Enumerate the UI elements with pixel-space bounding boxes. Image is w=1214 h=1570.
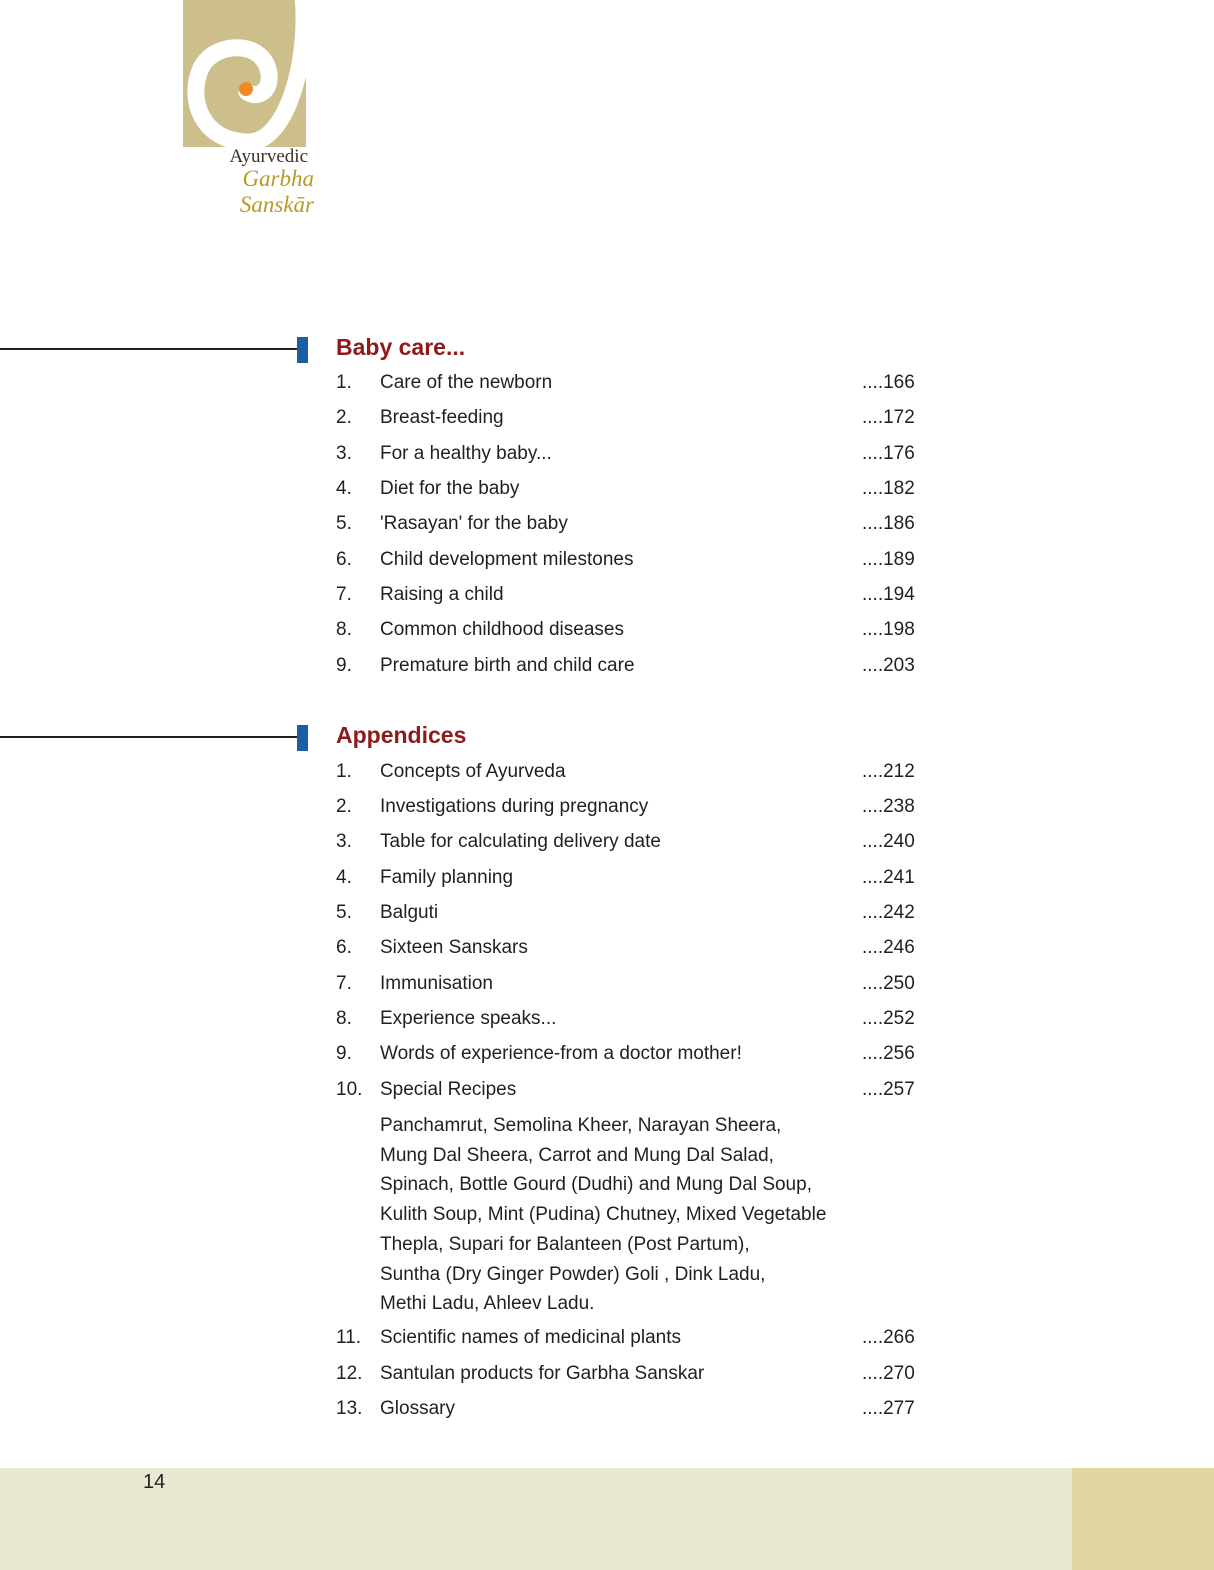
entry-number: 9. bbox=[336, 655, 352, 676]
spiral-icon bbox=[183, 0, 306, 147]
entry-page: ....270 bbox=[862, 1363, 915, 1384]
section-rule bbox=[0, 736, 298, 738]
entry-page: ....250 bbox=[862, 973, 915, 994]
book-logo bbox=[172, 0, 316, 217]
toc-entry[interactable] bbox=[336, 935, 936, 970]
recipe-line: Spinach, Bottle Gourd (Dudhi) and Mung Dal Soup, bbox=[380, 1174, 812, 1196]
recipe-list bbox=[380, 1111, 900, 1319]
entry-page: ....241 bbox=[862, 867, 915, 888]
entry-title: Premature birth and child care bbox=[380, 655, 635, 676]
page-number: 14 bbox=[143, 1471, 166, 1493]
recipe-line: Panchamrut, Semolina Kheer, Narayan Sheera, bbox=[380, 1115, 782, 1136]
entry-number: 9. bbox=[336, 1043, 352, 1064]
entry-title: Diet for the baby bbox=[380, 478, 520, 499]
entry-number: 2. bbox=[336, 796, 352, 817]
entry-number: 8. bbox=[336, 1008, 352, 1029]
entry-page: ....182 bbox=[862, 478, 915, 499]
toc-entry[interactable] bbox=[336, 582, 936, 617]
toc-entry[interactable] bbox=[336, 794, 936, 829]
entry-title: Special Recipes bbox=[380, 1079, 517, 1100]
entry-title: Breast-feeding bbox=[380, 407, 504, 428]
entry-number: 12. bbox=[336, 1363, 363, 1384]
entry-number: 8. bbox=[336, 619, 352, 640]
entry-title: Care of the newborn bbox=[380, 372, 553, 393]
entry-title: Words of experience-from a doctor mother! bbox=[380, 1043, 742, 1064]
entry-page: ....172 bbox=[862, 407, 915, 428]
entry-title: Table for calculating delivery date bbox=[380, 831, 661, 852]
toc-entry[interactable] bbox=[336, 653, 936, 688]
entry-number: 5. bbox=[336, 902, 352, 923]
entry-number: 4. bbox=[336, 867, 352, 888]
entry-number: 11. bbox=[336, 1327, 362, 1348]
entry-number: 6. bbox=[336, 549, 352, 570]
footer-corner-block bbox=[1072, 1468, 1214, 1570]
entry-number: 4. bbox=[336, 478, 352, 499]
entry-title: Sixteen Sanskars bbox=[380, 937, 528, 958]
section-marker bbox=[297, 337, 308, 363]
entry-page: ....242 bbox=[862, 902, 915, 923]
entry-title: Common childhood diseases bbox=[380, 619, 624, 640]
entry-page: ....252 bbox=[862, 1008, 915, 1029]
entry-number: 2. bbox=[336, 407, 352, 428]
entry-title: Scientific names of medicinal plants bbox=[380, 1327, 681, 1348]
entry-page: ....198 bbox=[862, 619, 915, 640]
section-marker bbox=[297, 725, 308, 751]
section-title: Baby care... bbox=[336, 334, 466, 360]
entry-title: Investigations during pregnancy bbox=[380, 796, 649, 817]
toc-entry[interactable] bbox=[336, 1077, 936, 1112]
logo-dot bbox=[239, 82, 253, 96]
toc-entry[interactable] bbox=[336, 1041, 936, 1076]
entry-title: Santulan products for Garbha Sanskar bbox=[380, 1363, 705, 1384]
entry-number: 6. bbox=[336, 937, 352, 958]
toc-entry[interactable] bbox=[336, 617, 936, 652]
entry-page: ....186 bbox=[862, 513, 915, 534]
toc-entry[interactable] bbox=[336, 1325, 936, 1360]
entry-number: 7. bbox=[336, 973, 352, 994]
toc-entry[interactable] bbox=[336, 1006, 936, 1041]
entry-title: Glossary bbox=[380, 1398, 455, 1419]
entry-title: 'Rasayan' for the baby bbox=[380, 513, 568, 534]
toc-entry[interactable] bbox=[336, 1396, 936, 1431]
toc-entry[interactable] bbox=[336, 511, 936, 546]
entry-title: Experience speaks... bbox=[380, 1008, 557, 1029]
entry-page: ....212 bbox=[862, 761, 915, 782]
entry-page: ....176 bbox=[862, 443, 915, 464]
toc-entry[interactable] bbox=[336, 476, 936, 511]
entry-page: ....203 bbox=[862, 655, 915, 676]
recipe-line: Methi Ladu, Ahleev Ladu. bbox=[380, 1293, 595, 1315]
entry-number: 1. bbox=[336, 761, 352, 782]
entry-page: ....238 bbox=[862, 796, 915, 817]
entry-number: 3. bbox=[336, 831, 352, 852]
entry-title: Family planning bbox=[380, 867, 514, 888]
entry-page: ....189 bbox=[862, 549, 915, 570]
entry-title: Immunisation bbox=[380, 973, 493, 994]
entry-page: ....257 bbox=[862, 1079, 915, 1100]
entry-title: Raising a child bbox=[380, 584, 504, 605]
entry-number: 10. bbox=[336, 1079, 363, 1100]
toc-entry[interactable] bbox=[336, 1361, 936, 1396]
entry-page: ....256 bbox=[862, 1043, 915, 1064]
recipe-line: Thepla, Supari for Balanteen (Post Partum), bbox=[380, 1233, 750, 1255]
section-title: Appendices bbox=[336, 722, 467, 748]
entry-title: Balguti bbox=[380, 902, 439, 923]
entry-number: 13. bbox=[336, 1398, 363, 1419]
toc-entry[interactable] bbox=[336, 865, 936, 900]
toc-entry[interactable] bbox=[336, 759, 936, 794]
entry-page: ....277 bbox=[862, 1398, 915, 1419]
logo-subtitle: Garbha Sanskār bbox=[239, 166, 314, 217]
toc-entry[interactable] bbox=[336, 405, 936, 440]
entry-title: Child development milestones bbox=[380, 549, 634, 570]
entry-title: For a healthy baby... bbox=[380, 443, 552, 464]
entry-number: 1. bbox=[336, 372, 352, 393]
recipe-line: Mung Dal Sheera, Carrot and Mung Dal Salad, bbox=[380, 1144, 774, 1166]
toc-entry[interactable] bbox=[336, 829, 936, 864]
recipe-line: Suntha (Dry Ginger Powder) Goli , Dink Ladu, bbox=[380, 1263, 766, 1285]
entry-number: 7. bbox=[336, 584, 352, 605]
entry-page: ....194 bbox=[862, 584, 915, 605]
entry-page: ....240 bbox=[862, 831, 915, 852]
recipe-line: Kulith Soup, Mint (Pudina) Chutney, Mixed Vegetable bbox=[380, 1204, 827, 1226]
toc-entry[interactable] bbox=[336, 547, 936, 582]
entry-page: ....246 bbox=[862, 937, 915, 958]
logo-title: Ayurvedic bbox=[229, 146, 308, 167]
section-rule bbox=[0, 348, 298, 350]
entry-title: Concepts of Ayurveda bbox=[380, 761, 566, 782]
entry-number: 5. bbox=[336, 513, 352, 534]
entry-number: 3. bbox=[336, 443, 352, 464]
toc-entry[interactable] bbox=[336, 971, 936, 1006]
entry-page: ....166 bbox=[862, 372, 915, 393]
toc-entry[interactable] bbox=[336, 441, 936, 476]
logo-box bbox=[183, 0, 306, 147]
entry-page: ....266 bbox=[862, 1327, 915, 1348]
toc-entry[interactable] bbox=[336, 370, 936, 405]
toc-entry[interactable] bbox=[336, 900, 936, 935]
